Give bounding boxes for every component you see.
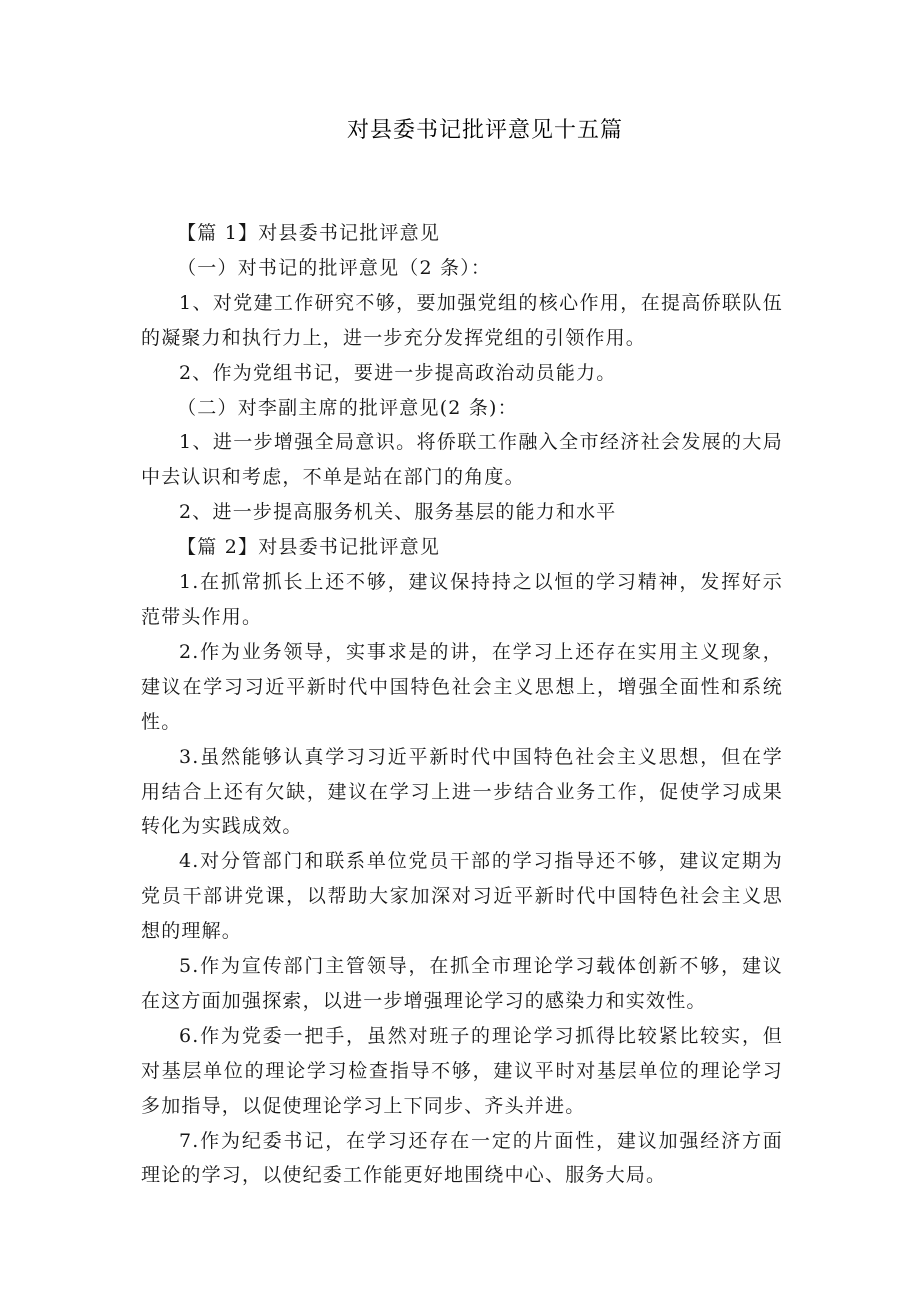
paragraph-8: 4.对分管部门和联系单位党员干部的学习指导还不够，建议定期为党员干部讲党课，以帮助大家加深对习近平新时代中国特色社会主义思想的理解。	[141, 850, 783, 943]
paragraph-11: 7.作为纪委书记，在学习还存在一定的片面性，建议加强经济方面理论的学习，以使纪委工作能更好地围绕中心、服务大局。	[141, 1129, 783, 1187]
paragraph-1: 1、对党建工作研究不够，要加强党组的核心作用，在提高侨联队伍的凝聚力和执行力上，进一步充分发挥党组的引领作用。	[141, 291, 783, 349]
section-heading-1: 【篇 1】对县委书记批评意见	[177, 222, 441, 244]
section-heading-2: 【篇 2】对县委书记批评意见	[177, 536, 441, 559]
paragraph-7: 3.虽然能够认真学习习近平新时代中国特色社会主义思想，但在学用结合上还有欠缺，建议在学习上进一步结合业务工作，促使学习成果转化为实践成效。	[141, 745, 783, 838]
paragraph-6: 2.作为业务领导，实事求是的讲，在学习上还存在实用主义现象，建议在学习习近平新时代中国特色社会主义思想上，增强全面性和系统性。	[141, 640, 783, 733]
paragraph-4: 2、进一步提高服务机关、服务基层的能力和水平	[179, 501, 617, 524]
subsection-heading-2: （二）对李副主席的批评意见(2 条)：	[177, 396, 518, 419]
subsection-heading-1: （一）对书记的批评意见（2 条）：	[177, 256, 492, 279]
paragraph-9: 5.作为宣传部门主管领导，在抓全市理论学习载体创新不够，建议在这方面加强探索，以进一步增强理论学习的感染力和实效性。	[141, 955, 783, 1012]
paragraph-10: 6.作为党委一把手，虽然对班子的理论学习抓得比较紧比较实，但对基层单位的理论学习检查指导不够，建议平时对基层单位的理论学习多加指导，以促使理论学习上下同步、齐头并进。	[141, 1024, 783, 1117]
paragraph-2: 2、作为党组书记，要进一步提高政治动员能力。	[179, 361, 617, 384]
paragraph-5: 1.在抓常抓长上还不够，建议保持持之以恒的学习精神，发挥好示范带头作用。	[141, 571, 783, 628]
document-body	[141, 216, 783, 1193]
document-title: 对县委书记批评意见十五篇	[346, 118, 623, 143]
paragraph-3: 1、进一步增强全局意识。将侨联工作融入全市经济社会发展的大局中去认识和考虑，不单是站在部门的角度。	[141, 431, 783, 489]
